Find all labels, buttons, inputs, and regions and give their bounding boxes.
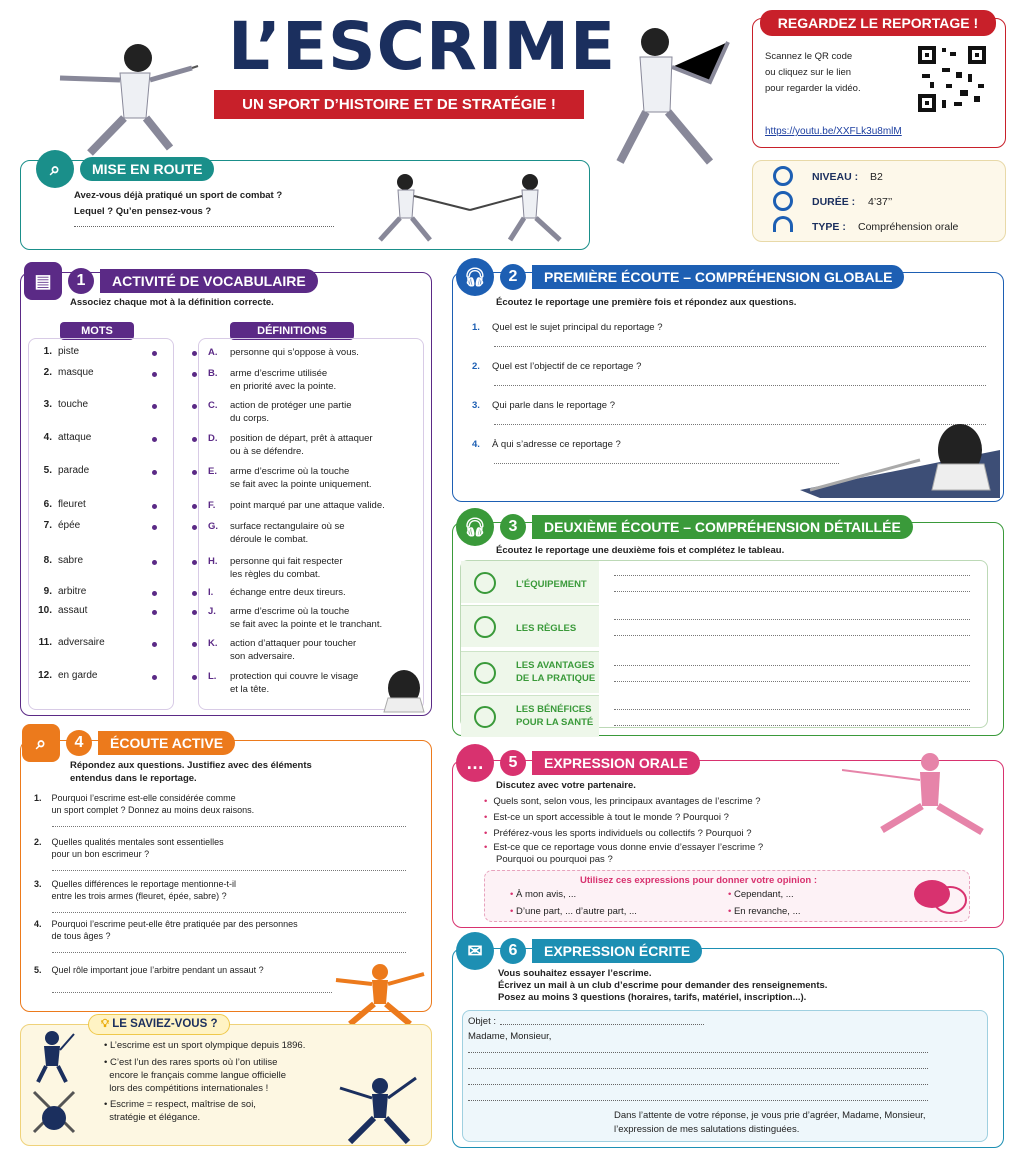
definition-item (208, 399, 351, 425)
table-row-label: LES AVANTAGES DE LA PRATIQUE (516, 660, 596, 684)
match-dot[interactable] (192, 675, 197, 680)
definition-item (208, 605, 382, 631)
page-title: L’ESCRIME (228, 8, 617, 85)
match-dot[interactable] (152, 351, 157, 356)
section-3-number: 3 (500, 514, 526, 540)
section-5-q4-continued: Pourquoi ou pourquoi pas ? (496, 854, 613, 865)
reportage-text-1: Scannez le QR code (765, 51, 853, 62)
discussion-question: • Est-ce un sport accessible à tout le monde ? Pourquoi ? (484, 812, 729, 823)
match-dot[interactable] (152, 642, 157, 647)
answer-line[interactable] (614, 681, 970, 682)
definition-letter: E. (208, 466, 217, 477)
section-6-instruction-3: Posez au moins 3 questions (horaires, tarifs, matériel, inscription...). (498, 992, 807, 1003)
vocab-word-number: 9. (43, 586, 52, 597)
vocab-word-label: fleuret (58, 499, 86, 510)
speech-bubble-icon: … (456, 744, 494, 782)
swords-icon (474, 616, 496, 638)
discussion-question: • Quels sont, selon vous, les principaux avantages de l’escrime ? (484, 796, 761, 807)
section-5-number: 5 (500, 750, 526, 776)
vocab-word-number: 7. (43, 520, 52, 531)
match-dot[interactable] (152, 504, 157, 509)
email-line[interactable] (468, 1100, 928, 1101)
match-dot[interactable] (192, 591, 197, 596)
reportage-link[interactable]: https://youtu.be/XXFLk3u8mlM (765, 126, 902, 137)
vocab-word (34, 346, 79, 357)
section-5-instruction: Discutez avec votre partenaire. (496, 780, 636, 791)
chat-bubbles-icon (912, 876, 968, 920)
table-row-label: L’ÉQUIPEMENT (516, 579, 587, 590)
vocab-word-number: 8. (43, 555, 52, 566)
definition-item (208, 637, 356, 663)
fencer-pink-illustration (842, 750, 992, 840)
definition-text: arme d’escrime utilisée en priorité avec la pointe. (230, 368, 337, 392)
email-box[interactable] (462, 1010, 988, 1142)
definition-item (208, 586, 346, 599)
answer-line[interactable] (614, 619, 970, 620)
definitions-header: DÉFINITIONS (230, 322, 354, 340)
definition-text: échange entre deux tireurs. (230, 587, 346, 598)
definition-item (208, 499, 385, 512)
match-dot[interactable] (152, 675, 157, 680)
saviez-title-text: LE SAVIEZ-VOUS ? (112, 1018, 218, 1030)
mise-q2: Lequel ? Qu’en pensez-vous ? (74, 206, 212, 217)
match-dot[interactable] (192, 610, 197, 615)
mise-en-route-title: MISE EN ROUTE (80, 157, 214, 181)
fencer-illustration-left (20, 18, 200, 158)
saviez-fact-2: • C’est l’un des rares sports où l’on utilise encore le français comme langue officielle lors des compétitions internationales ! (104, 1057, 287, 1094)
answer-line[interactable] (614, 635, 970, 636)
reportage-title: REGARDEZ LE REPORTAGE ! (760, 10, 996, 36)
vocab-word (34, 367, 94, 378)
vocab-word-label: parade (58, 465, 90, 476)
reportage-text-3: pour regarder la vidéo. (765, 83, 861, 94)
email-closing-2: l’expression de mes salutations distinguées. (614, 1124, 800, 1135)
answer-line[interactable] (494, 463, 839, 464)
definition-letter: C. (208, 400, 218, 411)
answer-line[interactable] (614, 725, 970, 726)
question: 2. Quelles qualités mentales sont essentielles pour un bon escrimeur ? (34, 837, 224, 859)
vocab-word-label: arbitre (58, 586, 87, 597)
definition-item (208, 555, 342, 581)
vocab-word-number: 3. (43, 399, 52, 410)
vocab-word-label: assaut (58, 605, 88, 616)
answer-line[interactable] (494, 346, 986, 347)
match-dot[interactable] (192, 351, 197, 356)
definition-text: personne qui fait respecter les règles du combat. (230, 556, 343, 580)
headphones-icon: 🎧︎ (456, 508, 494, 546)
definition-text: arme d’escrime où la touche se fait avec la pointe et le tranchant. (230, 606, 383, 630)
email-closing-1: Dans l’attente de votre réponse, je vous prie d’agréer, Madame, Monsieur, (614, 1110, 926, 1121)
match-dot[interactable] (152, 404, 157, 409)
vocab-word-label: en garde (58, 670, 98, 681)
definition-item (208, 465, 372, 491)
definition-letter: B. (208, 368, 218, 379)
section-2-title: PREMIÈRE ÉCOUTE – COMPRÉHENSION GLOBALE (532, 265, 904, 289)
email-line[interactable] (468, 1068, 928, 1069)
mots-header: MOTS (60, 322, 134, 340)
vocab-word-number: 4. (43, 432, 52, 443)
niveau-value: B2 (870, 171, 883, 183)
section-3-instruction: Écoutez le reportage une deuxième fois et complétez le tableau. (496, 545, 785, 556)
section-2-number: 2 (500, 264, 526, 290)
definition-letter: G. (208, 521, 219, 532)
lightbulb-icon: 💡︎ (101, 1018, 113, 1030)
expression-2: • D’une part, ... d’autre part, ... (510, 906, 637, 917)
vocab-word (34, 605, 87, 616)
answer-line[interactable] (52, 912, 406, 913)
question: 5. Quel rôle important joue l’arbitre pendant un assaut ? (34, 965, 264, 975)
answer-line[interactable] (494, 385, 986, 386)
vocab-word (34, 555, 83, 566)
section-6-instruction-1: Vous souhaitez essayer l’escrime. (498, 968, 652, 979)
vocab-word-number: 1. (43, 346, 52, 357)
answer-line[interactable] (52, 870, 406, 871)
definition-text: surface rectangulaire où se déroule le combat. (230, 521, 345, 545)
question: 3. Qui parle dans le reportage ? (472, 400, 615, 411)
section-1-instruction: Associez chaque mot à la définition correcte. (70, 297, 274, 308)
type-label: TYPE : (812, 221, 846, 233)
match-dot[interactable] (152, 372, 157, 377)
definition-text: action de protéger une partie du corps. (230, 400, 352, 424)
document-search-icon: ⌕ (22, 724, 60, 762)
mise-q1: Avez-vous déjà pratiqué un sport de combat ? (74, 190, 283, 201)
definition-letter: A. (208, 347, 218, 358)
expression-4: • En revanche, ... (728, 906, 801, 917)
vocab-word-number: 10. (38, 605, 52, 616)
vocab-word-label: touche (58, 399, 89, 410)
match-dot[interactable] (152, 560, 157, 565)
table-row-label: LES BÉNÉFICES POUR LA SANTÉ (516, 704, 594, 728)
answer-line[interactable] (74, 226, 334, 227)
table-row-label: LES RÈGLES (516, 623, 577, 634)
match-dot[interactable] (192, 372, 197, 377)
question: 1. Quel est le sujet principal du reportage ? (472, 322, 663, 333)
definition-text: position de départ, prêt à attaquer ou à se défendre. (230, 433, 373, 457)
crossed-swords-shield-icon (30, 1088, 78, 1140)
match-dot[interactable] (192, 470, 197, 475)
section-6-number: 6 (500, 938, 526, 964)
match-dot[interactable] (152, 591, 157, 596)
match-dot[interactable] (192, 504, 197, 509)
headphones-icon (773, 216, 793, 232)
discussion-question: • Préférez-vous les sports individuels ou collectifs ? Pourquoi ? (484, 828, 752, 839)
vocab-word (34, 670, 97, 681)
email-line[interactable] (468, 1052, 928, 1053)
saviez-fact-1: • L’escrime est un sport olympique depuis 1896. (104, 1040, 306, 1051)
vocab-word-number: 2. (43, 367, 52, 378)
definition-item (208, 346, 359, 359)
definition-item (208, 670, 358, 696)
definition-letter: I. (208, 587, 214, 598)
section-6-instruction-2: Écrivez un mail à un club d’escrime pour demander des renseignements. (498, 980, 828, 991)
headphones-icon: 🎧︎ (456, 258, 494, 296)
question: 4. À qui s’adresse ce reportage ? (472, 439, 621, 450)
expressions-title: Utilisez ces expressions pour donner votre opinion : (580, 875, 818, 886)
fencer-silhouette-icon (30, 1026, 76, 1084)
question: 4. Pourquoi l’escrime peut-elle être pratiquée par des personnes de tous âges ? (34, 919, 298, 941)
vocab-word-label: piste (58, 346, 80, 357)
target-icon (773, 166, 793, 186)
vocab-word-number: 12. (38, 670, 52, 681)
fencer-orange-illustration (330, 960, 425, 1026)
definition-text: personne qui s’oppose à vous. (230, 347, 359, 358)
vocab-word (34, 432, 91, 443)
vocab-word-label: épée (58, 520, 81, 531)
trophy-icon (474, 662, 496, 684)
duree-label: DURÉE : (812, 196, 856, 208)
match-dot[interactable] (192, 437, 197, 442)
email-line[interactable] (468, 1084, 928, 1085)
section-1-title: ACTIVITÉ DE VOCABULAIRE (100, 269, 318, 293)
section-3-title: DEUXIÈME ÉCOUTE – COMPRÉHENSION DÉTAILLÉE (532, 515, 913, 539)
fencer-illustration-right (600, 22, 740, 172)
match-dot[interactable] (192, 404, 197, 409)
duree-value: 4’37’’ (868, 196, 893, 208)
section-2-instruction: Écoutez le reportage une première fois et répondez aux questions. (496, 297, 797, 308)
match-dot[interactable] (152, 470, 157, 475)
definition-letter: K. (208, 638, 218, 649)
fencers-duel-illustration (360, 170, 580, 245)
answer-line[interactable] (52, 952, 406, 953)
objet-line[interactable] (500, 1024, 704, 1025)
definition-text: point marqué par une attaque valide. (230, 500, 385, 511)
match-dot[interactable] (152, 610, 157, 615)
section-1-number: 1 (68, 268, 94, 294)
answer-line[interactable] (52, 992, 332, 993)
vocab-word (34, 399, 88, 410)
section-4-title: ÉCOUTE ACTIVE (98, 731, 235, 755)
magnifier-icon: ⌕ (36, 150, 74, 188)
vocab-word (34, 465, 89, 476)
vocab-word-label: adversaire (58, 637, 105, 648)
section-4-instruction-1: Répondez aux questions. Justifiez avec des éléments (70, 760, 312, 771)
definition-letter: F. (208, 500, 216, 511)
person-icon (474, 572, 496, 594)
heart-icon (474, 706, 496, 728)
definition-letter: H. (208, 556, 218, 567)
saviez-vous-title (88, 1014, 230, 1035)
clock-icon (773, 191, 793, 211)
type-value: Compréhension orale (858, 221, 959, 233)
answer-line[interactable] (614, 665, 970, 666)
vocab-word-label: sabre (58, 555, 84, 566)
definition-letter: J. (208, 606, 216, 617)
definition-letter: D. (208, 433, 218, 444)
niveau-label: NIVEAU : (812, 171, 859, 183)
vocab-word-label: attaque (58, 432, 92, 443)
expression-1: • À mon avis, ... (510, 889, 577, 900)
expression-3: • Cependant, ... (728, 889, 794, 900)
email-salutation: Madame, Monsieur, (468, 1031, 552, 1042)
definition-text: protection qui couvre le visage et la tête. (230, 671, 359, 695)
fencer-navy-illustration (330, 1074, 425, 1144)
vocab-word-number: 5. (43, 465, 52, 476)
book-icon: ▤ (24, 262, 62, 300)
match-dot[interactable] (152, 437, 157, 442)
answer-line[interactable] (52, 826, 406, 827)
definition-item (208, 432, 373, 458)
answer-line[interactable] (614, 591, 970, 592)
answer-line[interactable] (614, 575, 970, 576)
definition-text: arme d’escrime où la touche se fait avec la pointe uniquement. (230, 466, 372, 490)
vocab-word (34, 499, 86, 510)
match-dot[interactable] (192, 642, 197, 647)
qr-code[interactable] (916, 44, 988, 114)
vocab-word (34, 520, 80, 531)
discussion-question: • Est-ce que ce reportage vous donne envie d’essayer l’escrime ? (484, 842, 764, 853)
match-dot[interactable] (192, 560, 197, 565)
section-4-instruction-2: entendus dans le reportage. (70, 773, 197, 784)
saviez-fact-3: • Escrime = respect, maîtrise de soi, stratégie et élégance. (104, 1099, 256, 1123)
section-6-title: EXPRESSION ÉCRITE (532, 939, 702, 963)
definition-item (208, 367, 336, 393)
definition-text: action d’attaquer pour toucher son adversaire. (230, 638, 357, 662)
answer-line[interactable] (614, 709, 970, 710)
reportage-text-2: ou cliquez sur le lien (765, 67, 852, 78)
question: 2. Quel est l’objectif de ce reportage ? (472, 361, 642, 372)
vocab-word-number: 11. (38, 637, 52, 648)
vocab-word-label: masque (58, 367, 94, 378)
match-dot[interactable] (192, 525, 197, 530)
definition-letter: L. (208, 671, 217, 682)
subtitle-banner: UN SPORT D’HISTOIRE ET DE STRATÉGIE ! (214, 90, 584, 119)
email-objet-label: Objet : (468, 1016, 496, 1027)
mask-illustration-small (380, 668, 428, 714)
question: 3. Quelles différences le reportage mentionne-t-il entre les trois armes (fleuret, épée, sabre) ? (34, 879, 236, 901)
match-dot[interactable] (152, 525, 157, 530)
vocab-word (34, 637, 105, 648)
mask-sword-illustration (800, 420, 1000, 498)
question: 1. Pourquoi l’escrime est-elle considérée comme un sport complet ? Donnez au moins deux raisons. (34, 793, 255, 815)
vocab-word-number: 6. (43, 499, 52, 510)
envelope-icon: ✉︎ (456, 932, 494, 970)
definition-item (208, 520, 345, 546)
section-5-title: EXPRESSION ORALE (532, 751, 700, 775)
section-4-number: 4 (66, 730, 92, 756)
vocab-word (34, 586, 86, 597)
